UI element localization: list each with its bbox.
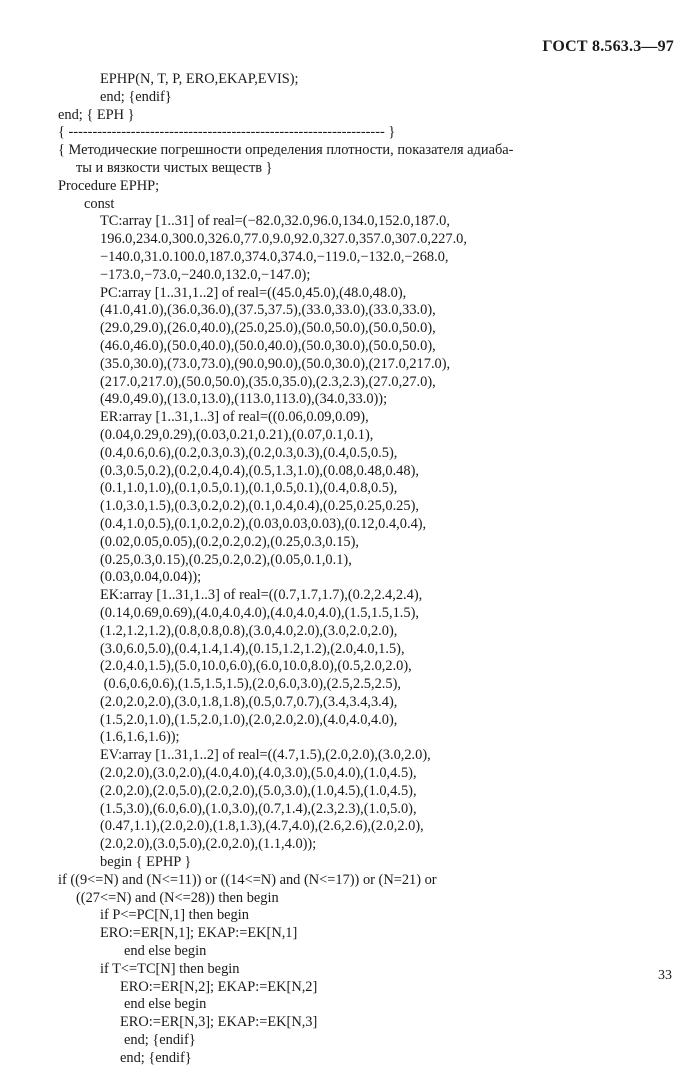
document-code-header: ГОСТ 8.563.3—97 [542,38,674,55]
code-line: if P<=PC[N,1] then begin [100,907,249,924]
code-line: (1.5,3.0),(6.0,6.0),(1.0,3.0),(0.7,1.4),(2.3,2.3),(1.0,5.0), [100,800,417,817]
code-line: end else begin [124,996,207,1013]
code-listing [58,71,678,1085]
code-line: (2.0,2.0,2.0),(3.0,1.8,1.8),(0.5,0.7,0.7),(3.4,3.4,3.4), [100,693,398,710]
code-line [58,1068,678,1085]
code-line: Procedure EPHP; [58,177,160,194]
code-line: (46.0,46.0),(50.0,40.0),(50.0,40.0),(50.0,30.0),(50.0,50.0), [100,337,436,354]
code-line: end; {endif} [124,1032,196,1049]
code-line: (2.0,2.0),(3.0,2.0),(4.0,4.0),(4.0,3.0),(5.0,4.0),(1.0,4.5), [100,765,417,782]
code-line: { Методические погрешности определения плотности, показателя адиаба- [58,142,514,159]
code-line: if T<=TC[N] then begin [100,960,240,977]
code-line: TC:array [1..31] of real=(−82.0,32.0,96.0,134.0,152.0,187.0, [100,213,450,230]
code-line: end else begin [124,943,207,960]
code-line: (41.0,41.0),(36.0,36.0),(37.5,37.5),(33.0,33.0),(33.0,33.0), [100,302,436,319]
code-line: const [84,195,115,212]
code-line: −140.0,31.0.100.0,187.0,374.0,374.0,−119.0,−132.0,−268.0, [100,248,449,265]
code-line: ты и вязкости чистых веществ } [76,159,273,176]
code-line: (49.0,49.0),(13.0,13.0),(113.0,113.0),(34.0,33.0)); [100,391,388,408]
code-line: (0.25,0.3,0.15),(0.25,0.2,0.2),(0.05,0.1,0.1), [100,551,352,568]
code-line: (0.4,1.0,0.5),(0.1,0.2,0.2),(0.03,0.03,0.03),(0.12,0.4,0.4), [100,515,427,532]
code-line: end; {endif} [120,1049,192,1066]
code-line: ERO:=ER[N,2]; EKAP:=EK[N,2] [120,978,318,995]
code-line: (35.0,30.0),(73.0,73.0),(90.0,90.0),(50.0,30.0),(217.0,217.0), [100,355,451,372]
code-line: if ((9<=N) and (N<=11)) or ((14<=N) and (N<=17)) or (N=21) or [58,871,437,888]
code-line: (3.0,6.0,5.0),(0.4,1.4,1.4),(0.15,1.2,1.2),(2.0,4.0,1.5), [100,640,405,657]
code-line: end; {endif} [100,88,172,105]
code-line: (0.14,0.69,0.69),(4.0,4.0,4.0),(4.0,4.0,4.0),(1.5,1.5,1.5), [100,604,419,621]
code-line: ((27<=N) and (N<=28)) then begin [76,889,279,906]
code-line: (0.03,0.04,0.04)); [100,569,202,586]
code-line: (0.4,0.6,0.6),(0.2,0.3,0.3),(0.2,0.3,0.3),(0.4,0.5,0.5), [100,444,398,461]
code-line: PC:array [1..31,1..2] of real=((45.0,45.0),(48.0,48.0), [100,284,407,301]
code-line: EV:array [1..31,1..2] of real=((4.7,1.5),(2.0,2.0),(3.0,2.0), [100,747,431,764]
code-line: (2.0,4.0,1.5),(5.0,10.0,6.0),(6.0,10.0,8.0),(0.5,2.0,2.0), [100,658,412,675]
code-line: EK:array [1..31,1..3] of real=((0.7,1.7,1.7),(0.2,2.4,2.4), [100,587,423,604]
code-line: −173.0,−73.0,−240.0,132.0,−147.0); [100,266,311,283]
code-line: begin { EPHP } [100,854,192,871]
code-line: (2.0,2.0),(3.0,5.0),(2.0,2.0),(1.1,4.0)); [100,836,317,853]
code-line: (217.0,217.0),(50.0,50.0),(35.0,35.0),(2.3,2.3),(27.0,27.0), [100,373,436,390]
code-line: 196.0,234.0,300.0,326.0,77.0,9.0,92.0,327.0,357.0,307.0,227.0, [100,231,467,248]
code-line: (0.6,0.6,0.6),(1.5,1.5,1.5),(2.0,6.0,3.0),(2.5,2.5,2.5), [100,676,401,693]
code-line: (1.0,3.0,1.5),(0.3,0.2,0.2),(0.1,0.4,0.4),(0.25,0.25,0.25), [100,498,419,515]
code-line: EPHP(N, T, P, ERO,EKAP,EVIS); [100,71,299,87]
code-line: (0.3,0.5,0.2),(0.2,0.4,0.4),(0.5,1.3,1.0),(0.08,0.48,0.48), [100,462,419,479]
code-line: (0.04,0.29,0.29),(0.03,0.21,0.21),(0.07,0.1,0.1), [100,426,374,443]
code-line: (0.47,1.1),(2.0,2.0),(1.8,1.3),(4.7,4.0),(2.6,2.6),(2.0,2.0), [100,818,424,835]
code-line: (29.0,29.0),(26.0,40.0),(25.0,25.0),(50.0,50.0),(50.0,50.0), [100,320,436,337]
code-line: (0.1,1.0,1.0),(0.1,0.5,0.1),(0.1,0.5,0.1),(0.4,0.8,0.5), [100,480,398,497]
code-line: (0.02,0.05,0.05),(0.2,0.2,0.2),(0.25,0.3,0.15), [100,533,360,550]
page-number: 33 [658,968,672,983]
code-line: { ------------------------------------------------------------------ } [58,124,396,141]
code-line: (1.2,1.2,1.2),(0.8,0.8,0.8),(3.0,4.0,2.0),(3.0,2.0,2.0), [100,622,398,639]
code-line: (1.6,1.6,1.6)); [100,729,180,746]
code-line: ERO:=ER[N,1]; EKAP:=EK[N,1] [100,925,298,942]
code-line: (1.5,2.0,1.0),(1.5,2.0,1.0),(2.0,2.0,2.0),(4.0,4.0,4.0), [100,711,398,728]
code-line: end; { EPH } [58,106,135,123]
code-line: (2.0,2.0),(2.0,5.0),(2.0,2.0),(5.0,3.0),(1.0,4.5),(1.0,4.5), [100,782,417,799]
code-line: ER:array [1..31,1..3] of real=((0.06,0.09,0.09), [100,409,369,426]
code-line: ERO:=ER[N,3]; EKAP:=EK[N,3] [120,1014,318,1031]
